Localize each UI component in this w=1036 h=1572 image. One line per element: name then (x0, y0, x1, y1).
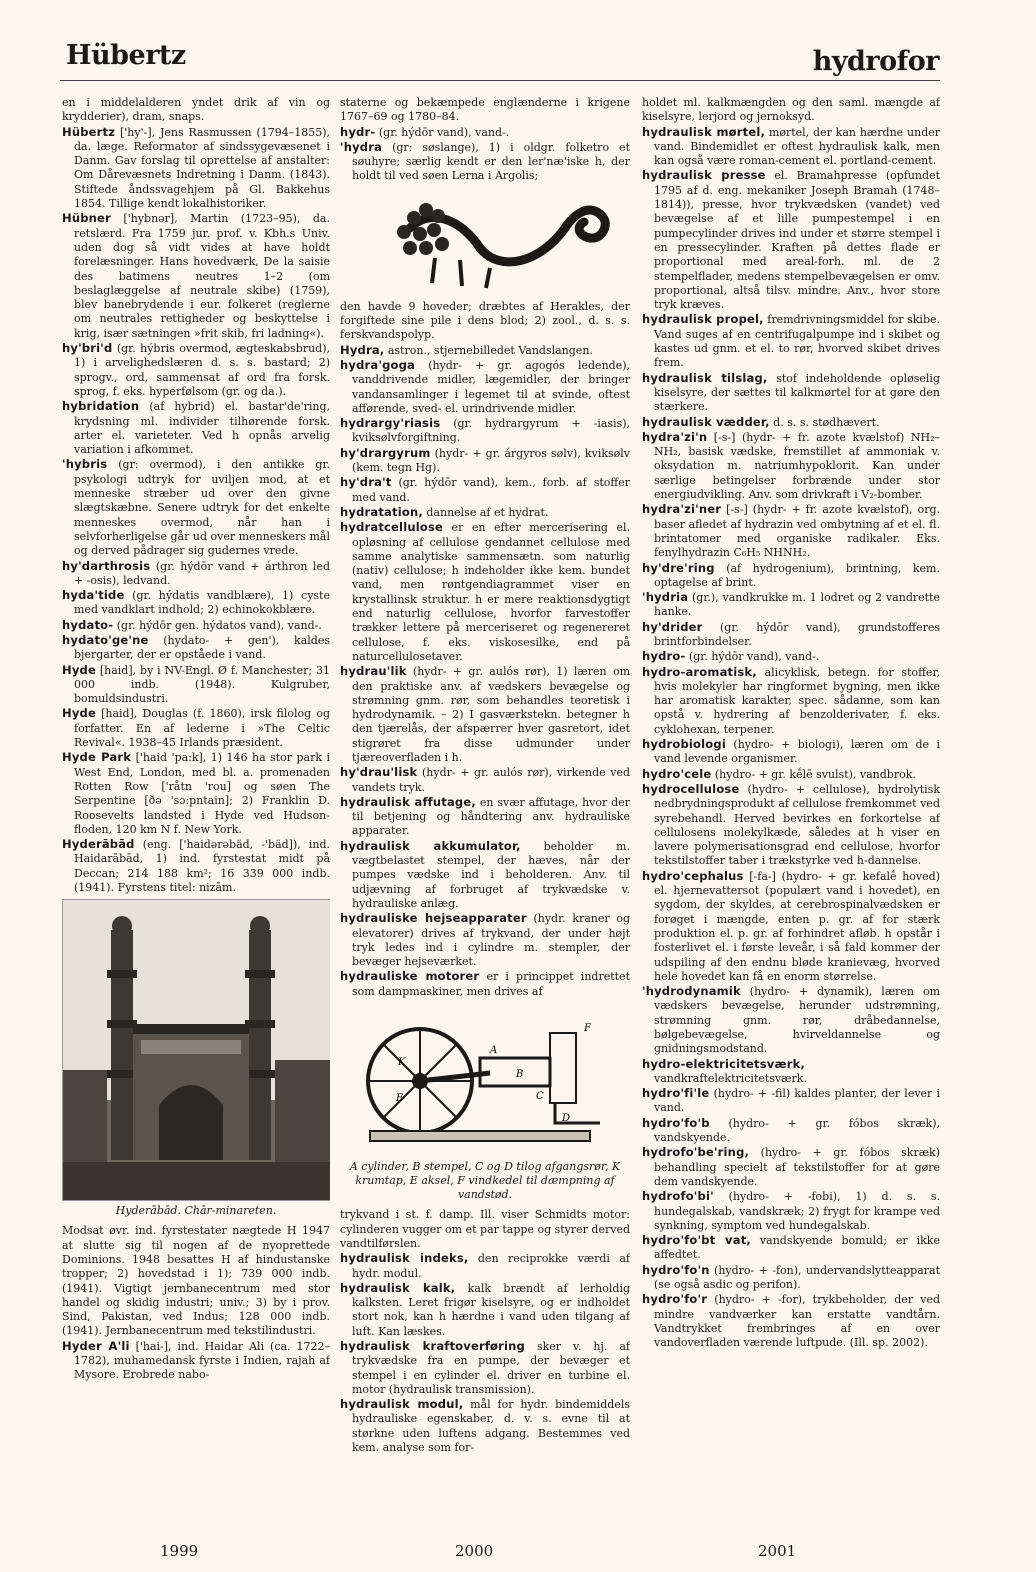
entry-headword: hy'darthrosis (62, 558, 151, 573)
dictionary-entry (642, 649, 940, 664)
dictionary-entry (62, 96, 330, 125)
entry-headword: Hyder A'li (62, 1338, 130, 1353)
entry-definition: [-s-] (hydr- + fr. azote kvælstof), org. baser afledet af hydrazin ved ombytning af et el. fl. brintatomer med organiske radikaler. Eks. fenylhydrazin C₆H₅ NHNH₂. (654, 503, 940, 560)
dictionary-entry (62, 750, 330, 837)
entry-definition: (gr. hýdōr vand), grundstofferes brintforbindelser. (654, 620, 940, 648)
dictionary-entry (642, 415, 940, 430)
label-e: E (396, 1093, 404, 1105)
column-2000 (340, 96, 630, 1506)
schmidt-motor-illustration (340, 1003, 630, 1153)
dictionary-entry (642, 96, 940, 125)
entry-headword: hydraulisk kalk, (340, 1280, 456, 1295)
dictionary-entry (62, 663, 330, 707)
dictionary-entry (642, 590, 940, 620)
entry-headword: hydro'fo'bt vat, (642, 1233, 751, 1248)
dictionary-entry (642, 1145, 940, 1189)
entry-definition: den havde 9 hoveder; dræbtes af Herakles, der forgiftede sine pile i dens blod; 2) zool., d. s. s. ferskvandspolyp. (340, 299, 630, 342)
entry-headword: 'hybris (62, 457, 108, 472)
dictionary-entry (62, 211, 330, 341)
entry-definition: (hydro- + gr. fóbos skræk) behandling specielt af tekstilstoffer for at gøre dem vandskyende. (654, 1146, 940, 1188)
dictionary-entry (62, 125, 330, 212)
dictionary-entry (340, 969, 630, 999)
dictionary-entry (642, 782, 940, 869)
dictionary-entry (642, 168, 940, 312)
entry-headword: hydraulisk kraftoverføring (340, 1339, 525, 1353)
entry-headword: hydro'fi'le (642, 1086, 710, 1101)
entry-headword: Hyderābād (62, 837, 135, 852)
entry-headword: hydraulisk presse (642, 168, 766, 183)
entry-headword: hydra'zi'ner (642, 502, 722, 517)
dictionary-entry (642, 125, 940, 169)
entry-definition: (gr. hýdōr vand + árthron led + -osis), ledvand. (74, 559, 330, 587)
dictionary-entry (62, 618, 330, 633)
dictionary-entry (62, 341, 330, 399)
entry-definition: [haid], by i NV-Engl. Ø f. Manchester; 31 000 indb. (1948). Kulgruber, bomuldsindustri. (74, 663, 330, 706)
entry-headword: 'hydrodynamik (642, 984, 741, 999)
entry-definition: (hydro- + dynamik), læren om vædskers bevægelse, herunder udstrømning, strømning gnm. rør, dråbedannelse, bølgebevægelse, hvirveldannelse og gnidningsmodstand. (654, 985, 940, 1056)
dictionary-entry (340, 1208, 630, 1251)
dictionary-entry (340, 96, 630, 125)
entry-definition: er en efter mercerisering el. opløsning af cellulose gendannet cellulose med samme analytiske sammensætn. som naturlig (nativ) cellulose; h indeholder ikke kem. bundet vand, men røntgendiagrammet viser en krystallinsk struktur. h er mere reaktionsdygtigt end naturlig cellulose, hvorfor farvestoffer trækker lettere på merceriseret og regenereret cellulose, f. eks. viskosesilke, end på naturcellulosetaver. (352, 521, 630, 663)
entry-headword: hydra'goga (340, 357, 415, 372)
entry-definition: sker v. hj. af trykvædske fra en pumpe, der bevæger et stempel i en cylinder el. driver en turbine el. motor (hydraulisk transmission). (352, 1340, 630, 1396)
charminar-photo (62, 899, 330, 1201)
entry-headword: hydrauliske hejseapparater (340, 911, 527, 926)
entry-definition: (gr.), vandkrukke m. 1 lodret og 2 vandrette hanke. (654, 591, 940, 619)
entry-definition: stof indeholdende opløselig kiselsyre, der sættes til kalkmørtel for at gøre den stærkere. (654, 371, 940, 414)
entry-headword: Hyde (62, 706, 96, 721)
entry-headword: hydraulisk indeks, (340, 1251, 469, 1266)
entry-headword: Hydra, (340, 342, 385, 357)
label-f: F (584, 1023, 591, 1035)
entry-definition: astron., stjernebilledet Vandslangen. (384, 343, 593, 357)
entry-headword: 'hydria (642, 590, 689, 605)
entry-headword: hydrau'lik (340, 664, 407, 679)
entry-headword: hydro-elektricitetsværk, (642, 1056, 805, 1071)
entry-headword: hydra'zi'n (642, 429, 708, 444)
dictionary-entry (340, 795, 630, 839)
dictionary-entry (340, 1397, 630, 1455)
dictionary-entry (340, 765, 630, 795)
hyderabad-photo-figure (62, 899, 330, 1218)
entry-definition: (hydro- + gr. fóbos skræk), vandskyende. (654, 1116, 940, 1145)
entry-headword: hydrargy'riasis (340, 416, 441, 431)
entry-headword: hydato- (62, 617, 114, 632)
entry-definition: staterne og bekæmpede englænderne i krigene 1767–69 og 1780–84. (340, 96, 630, 124)
dictionary-entry (642, 869, 940, 984)
entry-definition: vandkraftelektricitetsværk. (654, 1071, 807, 1085)
entry-headword: hy'dre'ring (642, 560, 715, 575)
dictionary-entry (340, 446, 630, 476)
entry-headword: hybridation (62, 399, 140, 414)
dictionary-entry (340, 475, 630, 505)
entry-definition: (gr. hýdōr vand), kem., forb. af stoffer med vand. (352, 476, 630, 504)
dictionary-entry (62, 588, 330, 618)
dictionary-entry (62, 457, 330, 558)
dictionary-entry (642, 767, 940, 782)
label-a: A (490, 1045, 498, 1057)
entry-definition: (gr: søslange), 1) i oldgr. folketro et søuhyre; særlig kendt er den ler'næ'iske h, der holdt til ved søen Lerna i Argolis; (352, 140, 630, 183)
entry-list (642, 96, 940, 1351)
guide-word-right: hydrofor (812, 46, 939, 77)
entry-definition: [haid], Douglas (f. 1860), irsk filolog og forfatter. En af lederne i »The Celtic Revival«. 1938–45 Irlands præsident. (74, 707, 330, 750)
entry-definition: (hydr- + gr. árgyros sølv), kviksølv (kem. tegn Hg). (352, 446, 630, 475)
entry-headword: hydro'cephalus (642, 868, 744, 883)
dictionary-entry (642, 1233, 940, 1263)
column-1999 (62, 96, 330, 1501)
dictionary-entry (642, 1292, 940, 1350)
entry-definition: (gr. hýbris overmod, ægteskabsbrud), 1) i arvelighedslæren d. s. s. bastard; 2) sprogv., ord, sammensat af ord fra forsk. sprog, f. eks. hyperfølsom (gr. og da.). (74, 342, 330, 398)
entry-definition: fremdrivningsmiddel for skibe. Vand suges af en centrifugalpumpe ind i skibet og kastes ud gnm. et el. to rør, hvorved skibet drives frem. (654, 313, 940, 370)
dictionary-entry (340, 416, 630, 446)
entry-definition: (hydro- + -fobi), 1) d. s. s. hundegalskab, vandskræk; 2) frygt for krampe ved synkning, symptom ved hundegalskab. (654, 1190, 940, 1232)
entry-definition: (gr. hýdōr vand), vand-. (375, 125, 510, 139)
dictionary-entry (642, 430, 940, 502)
dictionary-entry (642, 312, 940, 370)
dictionary-entry (642, 1086, 940, 1116)
dictionary-entry (62, 633, 330, 663)
dictionary-entry (62, 837, 330, 895)
folio-right: 2001 (758, 1542, 797, 1560)
entry-definition: [-fa-] (hydro- + gr. kefalḗ hoved) el. hjernevattersot (populært vand i hovedet), en sygdom, der skyldes, at cerebrospinalvædsken er forøget i mængde, enten p. gr. af for stærk produktion el. p. gr. af forhindret afløb. h opstår i fosterlivet el. i første leveår, i så fald kommer der udspiling af den endnu bløde kranievæg, hvorved hele hovedet kan få en enorm størrelse. (654, 869, 940, 983)
entry-headword: hydratation, (340, 504, 423, 519)
entry-headword: hydrauliske motorer (340, 969, 480, 984)
folio-middle: 2000 (455, 1542, 494, 1560)
entry-definition: (hydro- + cellulose), hydrolytisk nedbrydningsprodukt af cellulose fremkommet ved syrebehandl. Herved bevirkes en forkortelse af cellulosens molekylkæde, således at h viser en lavere polymerisationsgrad end cellulose, hvorfor tekstilstoffer taber i trækstyrke ved h-dannelse. (654, 782, 940, 868)
entry-headword: hy'drau'lisk (340, 765, 418, 780)
guide-word-left: Hübertz (66, 40, 186, 71)
entry-headword: hydraulisk mørtel, (642, 124, 766, 139)
entry-definition: mørtel, der kan hærdne under vand. Bindemidlet er oftest hydraulisk kalk, men kan også være roman-cement el. portland-cement. (654, 125, 940, 168)
entry-headword: hydro'fo'n (642, 1262, 710, 1277)
entry-definition: alicyklisk, betegn. for stoffer, hvis molekyler har ringformet bygning, men ikke har aromatisk karakter, spec. sådanne, som kan opstå v. hydrering af benzolderivater, f. eks. cyklohexan, terpener. (654, 665, 940, 736)
entry-headword: hydro'fo'r (642, 1292, 708, 1307)
entry-definition: er i princippet indrettet som dampmaskiner, men drives af (352, 970, 630, 998)
entry-definition: (hydr- + gr. aulós rør), virkende ved vandets tryk. (352, 766, 630, 794)
dictionary-entry (340, 125, 630, 140)
dictionary-entry (642, 1263, 940, 1293)
dictionary-entry (340, 1281, 630, 1339)
label-b: B (516, 1069, 524, 1081)
entry-headword: hydr- (340, 124, 376, 139)
charminar-illustration (63, 900, 330, 1200)
entry-headword: hydraulisk akkumulator, (340, 838, 521, 853)
entry-definition: (hydro- + -fon), undervandslytteapparat (se også asdic og perifon). (654, 1263, 940, 1292)
entry-headword: hydrobiologi (642, 737, 726, 752)
label-k: K (398, 1057, 406, 1069)
motor-caption: A cylinder, B stempel, C og D tilog afgangsrør, K krumtap, E aksel, F vindkedel til dæmpning af vandstød. (349, 1160, 621, 1202)
entry-definition: dannelse af et hydrat. (422, 505, 549, 519)
entry-definition: Modsat øvr. ind. fyrstestater nægtede H 1947 at slutte sig til nogen af de nyoprettede Dominions. 1948 besattes H af hindustanske tropper; 2) hovedstad i 1); 739 000 indb. (1941). Vigtigt jernbanecentrum med stor handel og skidig industri; univ.; 3) by i prov. Sind, Pakistan, ved Indus; 128 000 indb. (1941). Jernbanecentrum med tekstilindustri. (62, 1224, 330, 1338)
entry-definition: (eng. ['haidərəbäd, -'bäd]), ind. Haidarābād, 1) ind. fyrstestat midt på Deccan; 214 188 km²; 16 339 000 indb. (1941). Fyrstens titel: nizām. (74, 838, 330, 895)
entry-definition: (af hydrogenium), brintning, kem. optagelse af brint. (654, 561, 940, 589)
dictionary-entry (340, 911, 630, 969)
dictionary-entry (340, 140, 630, 184)
entry-definition: (hydro- + biologi), læren om de i vand levende organismer. (654, 738, 940, 766)
header-rule (60, 80, 940, 81)
entry-headword: hydro-aromatisk, (642, 664, 757, 679)
entry-headword: hydrocellulose (642, 781, 740, 796)
dictionary-entry (340, 300, 630, 343)
dictionary-entry (62, 1224, 330, 1338)
dictionary-entry (642, 561, 940, 591)
entry-headword: Hyde Park (62, 750, 132, 765)
entry-definition: el. Bramahpresse (opfundet 1795 af d. eng. mekaniker Joseph Bramah (1748–1814)), presse, hvor trykvædsken (vandet) ved bevægelse af et lille pumpestempel i en pumpecylinder drives ind under et større stempel i en pressecylinder. Kraften på dettes flade er proportional med areal-forh. ml. de 2 stempelflader, medens stempelbevægelsen er omv. proportional, altså tilsv. mindre. Anv., hvor store tryk kræves. (654, 169, 940, 312)
entry-list (340, 1208, 630, 1455)
entry-definition: en i middelalderen yndet drik af vin og krydderier), dram, snaps. (62, 96, 330, 124)
entry-headword: hydraulisk modul, (340, 1397, 464, 1412)
entry-list (340, 96, 630, 184)
entry-headword: hydato'ge'ne (62, 632, 149, 647)
column-2001 (642, 96, 940, 1506)
dictionary-entry (340, 358, 630, 416)
entry-headword: hydro'fo'b (642, 1115, 710, 1130)
dictionary-entry (340, 839, 630, 911)
entry-list (62, 96, 330, 895)
entry-headword: hydraulisk affutage, (340, 794, 476, 809)
entry-definition: vandskyende bomuld; er ikke affedtet. (654, 1234, 940, 1262)
entry-headword: Hyde (62, 662, 96, 677)
entry-headword: hy'bri'd (62, 341, 113, 356)
entry-headword: Hübertz (62, 124, 116, 139)
label-c: C (536, 1091, 544, 1103)
entry-definition: (hydr- + gr. agogós ledende), vanddrivende midler, lægemidler, der bringer vandansamlinger i legemet til at svinde, oftest afførende, sved- el. urindrivende midler. (352, 358, 630, 415)
dictionary-entry (642, 620, 940, 650)
hydra-illustration (340, 188, 630, 296)
entry-definition: en svær affutage, hvor der til betjening og håndtering anv. hydrauliske apparater. (352, 795, 630, 838)
entry-definition: ['hy'-], Jens Rasmussen (1794–1855), da. læge. Reformator af sindssygevæsenet i Danm. Gav forslag til oprettelse af anstalter: Om Dårevæsnets Indretning i Danm. (1843). Stiftede åndssvagehjem på Gl. Bakkehus 1854. Tillige kendt lokalhistoriker. (74, 125, 330, 211)
entry-definition: (gr: overmod), i den antikke gr. psykologi udtryk for uviljen mod, at et menneske stræber ud over den givne slægtskæbne. Senere udtryk for det enkelte menneskes overmod, når han i selvforherligelse går ud over menneskers mål og derved pådrager sig gudernes vrede. (74, 458, 330, 558)
entry-headword: hydraulisk tilslag, (642, 370, 768, 385)
entry-definition: (hydr. kraner og elevatorer) drives af trykvand, der under højt tryk ledes ind i cylindre m. stempler, der bevæger hejseværket. (352, 912, 630, 969)
entry-headword: hy'dra't (340, 475, 392, 490)
entry-list (340, 300, 630, 999)
dictionary-entry (340, 343, 630, 358)
entry-headword: hydro'cele (642, 766, 712, 781)
dictionary-entry (340, 664, 630, 765)
entry-headword: hy'drider (642, 619, 703, 634)
entry-headword: hydro- (642, 649, 686, 664)
entry-definition: (hydro- + -fil) kaldes planter, der lever i vand. (654, 1087, 940, 1115)
entry-headword: hydraulisk vædder, (642, 414, 770, 429)
entry-headword: Hübner (62, 211, 111, 226)
entry-definition: (hydro- + gr. kḗlē svulst), vandbrok. (711, 767, 916, 781)
entry-definition: ['hai-], ind. Haidar Ali (ca. 1722–1782), muhamedansk fyrste i Indien, rajah af Mysore. Erobrede nabo- (74, 1339, 330, 1382)
dictionary-entry (642, 371, 940, 415)
entry-definition: beholder m. vægtbelastet stempel, der hæves, når der pumpes vædske ind i beholderen. Anv. til udjævning af forbruget af trykvædske v. hydrauliske anlæg. (352, 839, 630, 910)
dictionary-entry (340, 520, 630, 664)
dictionary-entry (642, 502, 940, 560)
entry-headword: hyda'tide (62, 588, 125, 603)
dictionary-entry (62, 706, 330, 750)
entry-definition: (gr. hýdatis vandblære), 1) cyste med vandklart indhold; 2) echinokokblære. (74, 589, 330, 617)
dictionary-entry (340, 505, 630, 520)
entry-definition: mål for hydr. bindemiddels hydrauliske egenskaber, d. v. s. evne til at størkne uden luftens adgang. Bestemmes ved kem. analyse som for- (352, 1398, 630, 1455)
entry-definition: den reciprokke værdi af hydr. modul. (352, 1252, 630, 1280)
entry-definition: trykvand i st. f. damp. Ill. viser Schmidts motor: cylinderen vugger om et par tappe og styrer derved vandtilførslen. (340, 1208, 630, 1250)
entry-headword: hydrofo'bi' (642, 1189, 714, 1204)
entry-definition: kalk brændt af lerholdig kalksten. Leret frigør kiselsyre, og er indholdet stort nok, kan h hærdne i vand uden tilgang af luft. Kan læskes. (352, 1281, 630, 1338)
entry-definition: (gr. hýdōr gen. hýdatos vand), vand-. (113, 618, 322, 632)
entry-definition: [-s-] (hydr- + fr. azote kvælstof) NH₂–NH₂, basisk vædske, fremstillet af ammoniak v. oksydation m. natriumhypoklorit. Kan under særlige betingelser forbrænde under stor energiudvikling. Anv. som drivkraft i V₂-bomber. (654, 430, 940, 502)
hydra-illustration-figure (340, 188, 630, 296)
entry-definition: (gr. hydrargyrum + -iasis), kviksølvforgiftning. (352, 417, 630, 445)
entry-headword: hy'drargyrum (340, 445, 431, 460)
entry-list (62, 1224, 330, 1382)
entry-headword: 'hydra (340, 139, 383, 154)
entry-definition: (af hybrid) el. bastar'de'ring, krydsning ml. individer tilhørende forsk. arter el. varieteter. Ved h opnås arvelig variation i afkommet. (74, 400, 330, 457)
entry-definition: ['haid 'pa:k], 1) 146 ha stor park i West End, London, med bl. a. promenaden Rotten Row ['råtn 'rou] og søen The Serpentine [ðə 'sɔ:pntain]; 2) Franklin D. Roosevelts landsted i Hyde ved Hudson-floden, 120 km N f. New York. (74, 751, 330, 836)
dictionary-entry (62, 559, 330, 589)
dictionary-entry (62, 399, 330, 457)
entry-definition: holdet ml. kalkmængden og den saml. mængde af kiselsyre, lerjord og jernoksyd. (642, 96, 940, 124)
schmidt-motor-figure (340, 1003, 630, 1202)
dictionary-entry (340, 1251, 630, 1281)
dictionary-entry (642, 665, 940, 737)
label-d: D (562, 1113, 571, 1125)
entry-headword: hydrofo'be'ring, (642, 1145, 750, 1160)
entry-definition: (gr. hýdōr vand), vand-. (685, 650, 820, 664)
entry-definition: ['hybnər], Martin (1723–95), da. retslærd. Fra 1759 jur. prof. v. Kbh.s Univ. uden dog så vidt vides at have holdt forelæsninger. Hans hovedværk, De la saisie des batimens neutres 1–2 (om beslaglæggelse af neutrale skibe) (1759), blev banebrydende i eur. folkeret (reglerne om neutrales rettigheder og beskyttelse i krig, især sætningen »frit skib, fri ladning«). (74, 212, 330, 340)
photo-caption: Hyderābād. Chār-minareten. (115, 1204, 277, 1218)
dictionary-entry (642, 984, 940, 1056)
entry-definition: (hydato- + gen'), kaldes bjergarter, der er opståede i vand. (74, 633, 330, 662)
entry-headword: hydraulisk propel, (642, 312, 764, 327)
folio-left: 1999 (160, 1542, 199, 1560)
entry-definition: d. s. s. stødhævert. (769, 415, 880, 429)
dictionary-entry (642, 1116, 940, 1146)
dictionary-entry (642, 1189, 940, 1233)
entry-definition: (hydro- + -for), trykbeholder, der ved mindre vandværker kan erstatte vandtårn. Vandtrykket frembringes af en over vandoverfladen værende luftpude. (Ill. sp. 2002). (654, 1293, 940, 1350)
dictionary-entry (642, 1057, 940, 1087)
dictionary-entry (340, 1339, 630, 1397)
entry-headword: hydratcellulose (340, 520, 444, 535)
entry-definition: (hydr- + gr. aulós rør), 1) læren om den praktiske anv. af vædskers bevægelse og strømning gnm. rør, som behandles teoretisk i hydrodynamik. – 2) I gasværkstekn. betegner h den tjærelås, der afspærrer hver gasretort, idet stigrøret fra disse udmunder under tjæreoverfladen i h. (352, 665, 630, 764)
dictionary-entry (642, 737, 940, 767)
dictionary-entry (62, 1339, 330, 1383)
